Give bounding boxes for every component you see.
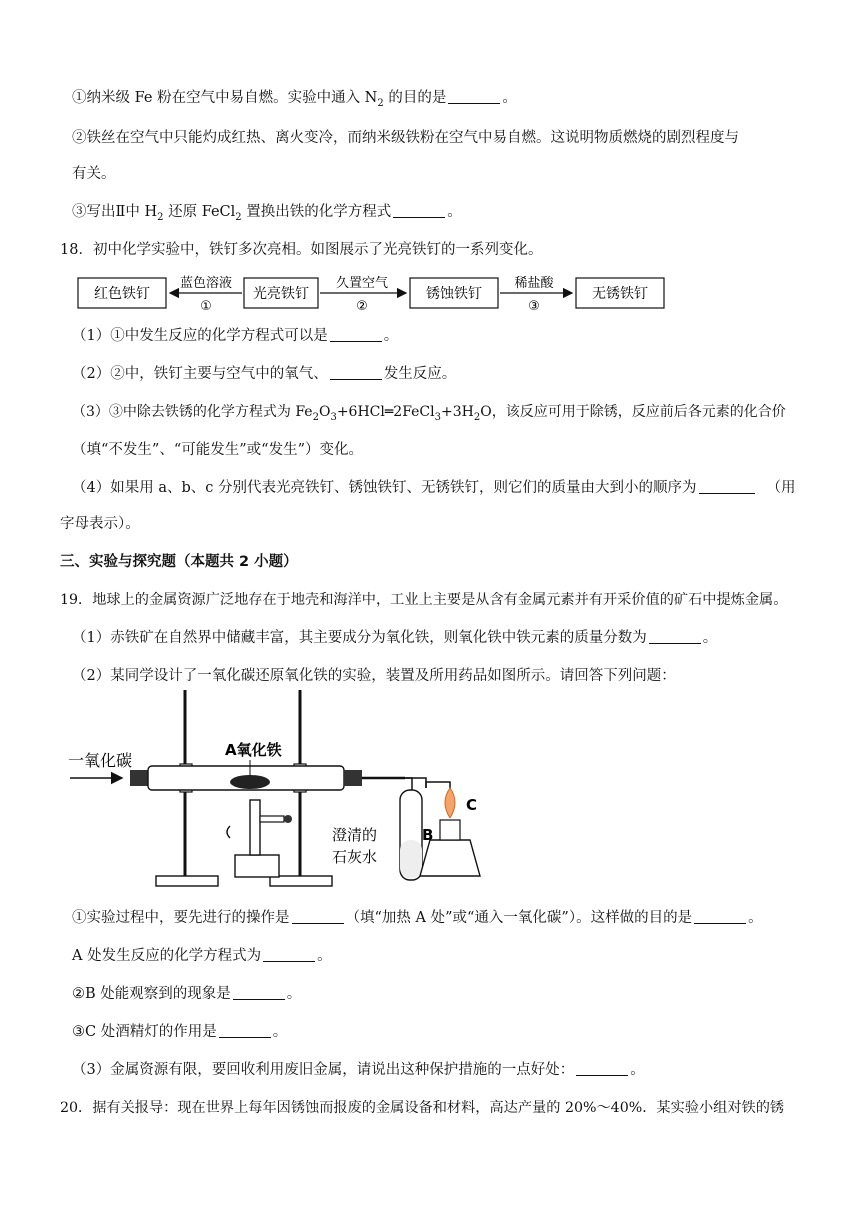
iron-oxide-powder bbox=[230, 775, 270, 789]
flow-arrow-2-top: 久置空气 bbox=[335, 276, 389, 291]
flow-arrow-3-top: 稀盐酸 bbox=[514, 276, 554, 291]
flow-box-red-nail-label: 红色铁钉 bbox=[94, 286, 150, 302]
flow-box-rust-free-nail-label: 无锈铁钉 bbox=[592, 286, 648, 302]
flow-arrow-3-bottom: ③ bbox=[528, 299, 540, 314]
answer-blank bbox=[330, 327, 382, 342]
q19-stem: 19．地球上的金属资源广泛地存在于地壳和海洋中，工业上主要是从含有金属元素并有开采价值的矿石中提炼金属。 bbox=[60, 592, 788, 608]
tube-b-label: B bbox=[422, 826, 434, 844]
flow-arrow-1-bottom: ① bbox=[200, 299, 212, 314]
q17-part1: ①纳米级 Fe 粉在空气中易自燃。实验中通入 $N_2$ 的目的是 。 bbox=[72, 90, 517, 109]
q19-ans2: ②B 处能观察到的现象是 。 bbox=[72, 986, 302, 1002]
q18-sub4-line1: （4）如果用 a、b、c 分别代表光亮铁钉、锈蚀铁钉、无锈铁钉，则它们的质量由大到小的顺序为 （用 bbox=[72, 480, 796, 496]
q19-ans1-line1: ①实验过程中，要先进行的操作是 （填“加热 A 处”或“通入一氧化碳”）。这样做的目的是 。 bbox=[72, 910, 763, 926]
co-label: 一氧化碳 bbox=[68, 751, 133, 770]
limewater-label-2: 石灰水 bbox=[332, 848, 378, 866]
flow-arrow-1-top: 蓝色溶液 bbox=[179, 276, 233, 291]
answer-blank bbox=[448, 89, 500, 104]
q19-sub1: （1）赤铁矿在自然界中储藏丰富，其主要成分为氧化铁，则氧化铁中铁元素的质量分数为 。 bbox=[72, 630, 718, 646]
q19-sub2: （2）某同学设计了一氧化碳还原氧化铁的实验，装置及所用药品如图所示。请回答下列问题： bbox=[72, 668, 676, 684]
q18-sub1: （1）①中发生反应的化学方程式可以是 。 bbox=[72, 328, 399, 344]
lamp-c-label: C bbox=[466, 796, 478, 814]
answer-blank bbox=[699, 479, 755, 494]
answer-blank bbox=[330, 365, 382, 380]
flow-box-shiny-nail-label: 光亮铁钉 bbox=[253, 286, 309, 302]
answer-blank bbox=[393, 203, 445, 218]
answer-blank bbox=[694, 909, 746, 924]
q19-ans3: ③C 处酒精灯的作用是 。 bbox=[72, 1024, 288, 1040]
nail-flow-diagram bbox=[72, 270, 672, 316]
q17-part3: ③写出Ⅱ中 $H_2$ 还原 FeCl$_2$ 置换出铁的化学方程式 。 bbox=[72, 204, 462, 223]
q20-stem: 20．据有关报导：现在世界上每年因锈蚀而报废的金属设备和材料，高达产量的 20%～40%．某实验小组对铁的锈 bbox=[60, 1100, 785, 1116]
section-title: 三、实验与探究题（本题共 2 小题） bbox=[60, 554, 298, 570]
q17-part2-line1: ②铁丝在空气中只能灼成红热、离火变冷，而纳米级铁粉在空气中易自燃。这说明物质燃烧的剧烈程度与 bbox=[72, 130, 739, 146]
q18-stem: 18．初中化学实验中，铁钉多次亮相。如图展示了光亮铁钉的一系列变化。 bbox=[60, 242, 543, 258]
answer-blank bbox=[219, 1023, 271, 1038]
answer-blank bbox=[233, 985, 285, 1000]
answer-blank bbox=[263, 947, 315, 962]
iron-oxide-label: A氧化铁 bbox=[225, 741, 282, 759]
q17-part2-line2: 有关。 bbox=[72, 166, 116, 182]
flow-arrow-2-bottom: ② bbox=[356, 299, 368, 314]
q18-sub4-line2: 字母表示）。 bbox=[60, 516, 140, 532]
answer-blank bbox=[576, 1061, 628, 1076]
q19-sub3: （3）金属资源有限，要回收利用废旧金属，请说出这种保护措施的一点好处： 。 bbox=[72, 1062, 645, 1078]
alcohol-lamp-c bbox=[420, 840, 480, 876]
co-reduction-apparatus bbox=[60, 690, 500, 896]
answer-blank bbox=[649, 629, 701, 644]
q19-ans1-line2: A 处发生反应的化学方程式为 。 bbox=[72, 948, 332, 964]
answer-blank bbox=[292, 909, 344, 924]
q18-sub3-line1: （3）③中除去铁锈的化学方程式为 $Fe_2O_3+6HCl═2FeCl_3+3H_2O$，该反应可用于除锈，反应前后各元素的化合价 bbox=[72, 404, 786, 423]
flow-box-rusted-nail-label: 锈蚀铁钉 bbox=[426, 286, 482, 302]
q18-sub2: （2）②中，铁钉主要与空气中的氧气、 发生反应。 bbox=[72, 366, 457, 382]
limewater-label-1: 澄清的 bbox=[332, 826, 378, 844]
q18-sub3-line2: （填“不发生”、“可能发生”或“发生”）变化。 bbox=[72, 442, 363, 458]
